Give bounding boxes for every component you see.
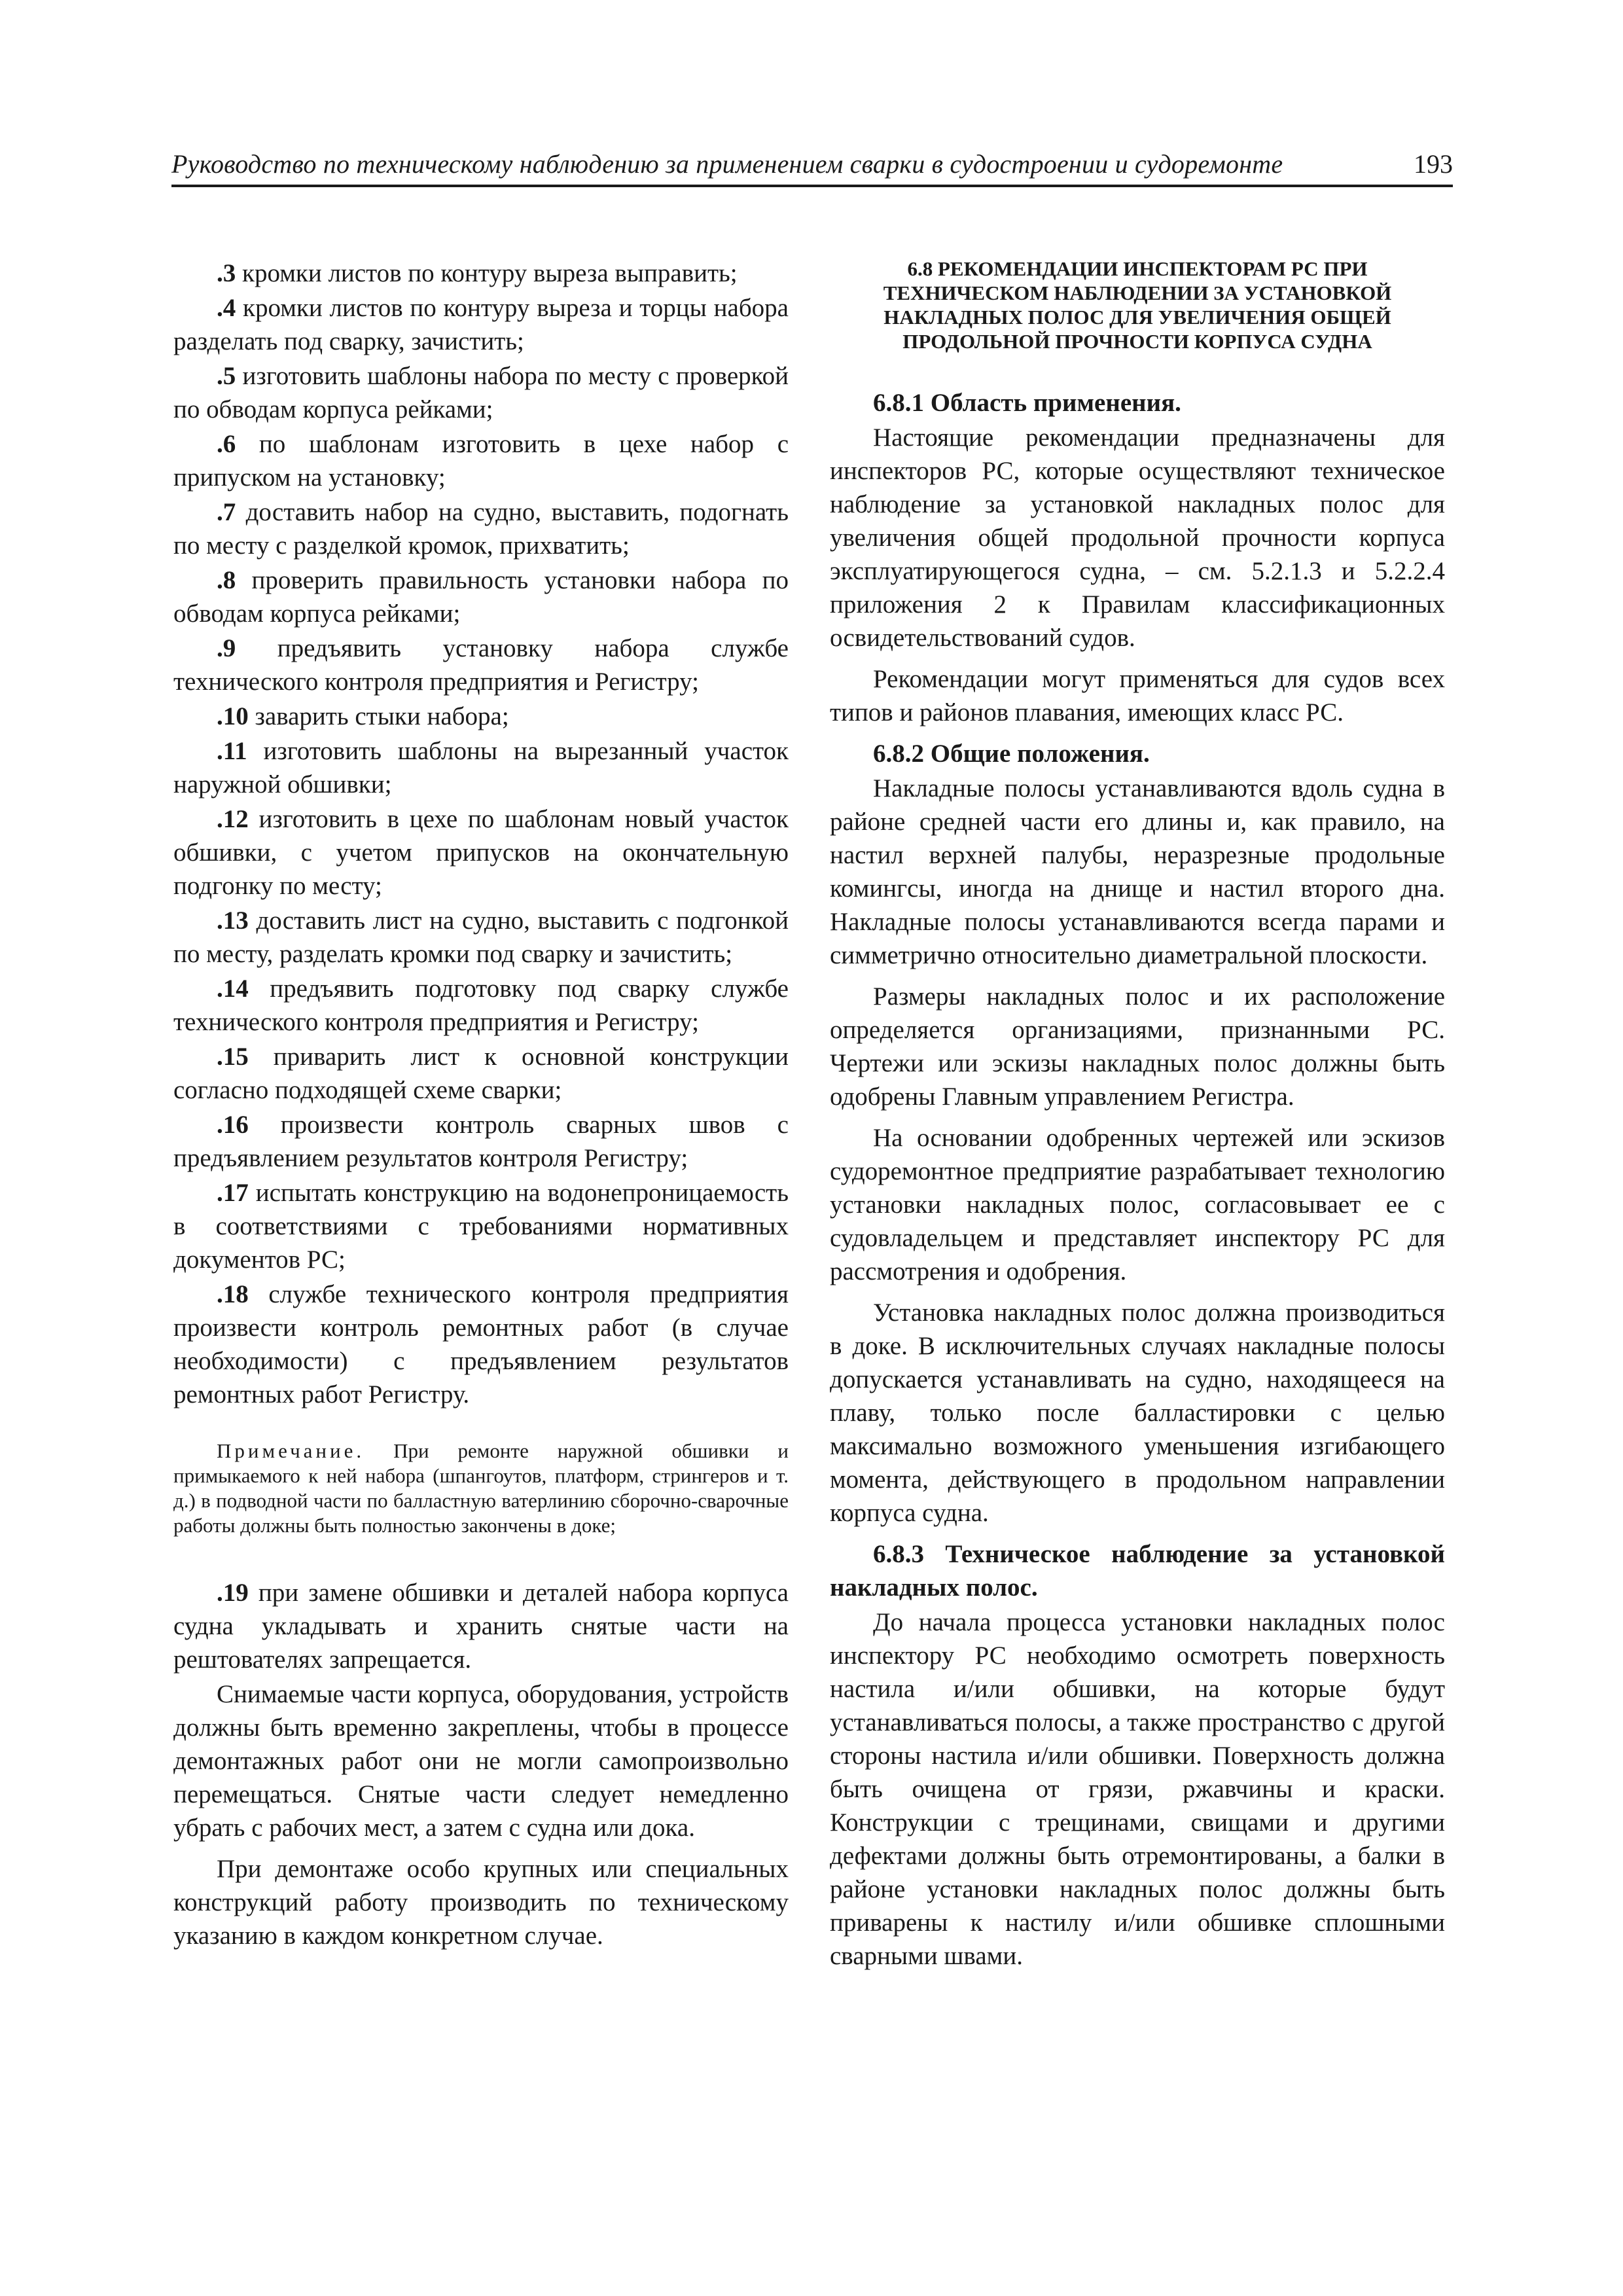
list-item xyxy=(173,427,789,494)
subheading-6-8-3: 6.8.3 Техническое наблюдение за установкой накладных полос. xyxy=(830,1540,1445,1602)
list-item-number: .19 xyxy=(217,1579,249,1607)
list-item-text: заварить стыки набора; xyxy=(248,702,509,730)
paragraph: Рекомендации могут применяться для судов всех типов и районов плавания, имеющих класс РС. xyxy=(830,665,1445,726)
list-item-number: .5 xyxy=(217,362,236,390)
list-item xyxy=(173,495,789,562)
subheading-6-8-1: 6.8.1 Область применения. xyxy=(873,389,1181,417)
list-item xyxy=(173,972,789,1039)
list-item-number: .11 xyxy=(217,737,247,765)
note xyxy=(173,1439,789,1538)
paragraph: Настоящие рекомендации предназначены для инспекторов РС, которые осуществляют техническое наблюдение за установкой накладных полос для увеличения общей продольной прочности корпуса эксплуатирующегося судна, – см. 5.2.1.3 и 5.2.2.4 приложения 2 к Правилам классификационных освидетельствований судов. xyxy=(830,423,1445,652)
list-item-number: .6 xyxy=(217,430,236,458)
note-label: Примечание. xyxy=(217,1439,365,1462)
paragraph: Установка накладных полос должна производиться в доке. В исключительных случаях накладные полосы допускается устанавливать на судно, находящееся на плаву, только после балластировки с целью максимально возможного уменьшения изгибающего момента, действующего в продольном направлении корпуса судна. xyxy=(830,1299,1445,1527)
list-item-number: .12 xyxy=(217,805,249,833)
list-item-number: .8 xyxy=(217,566,236,594)
list-item xyxy=(173,802,789,903)
paragraph: Размеры накладных полос и их расположение определяется организациями, признанными РС. Чертежи или эскизы накладных полос должны быть одобрены Главным управлением Регистра. xyxy=(830,982,1445,1111)
list-item-text: приварить лист к основной конструкции согласно подходящей схеме сварки; xyxy=(173,1043,789,1104)
list-item-text: доставить набор на судно, выставить, подогнать по месту с разделкой кромок, прихватить; xyxy=(173,498,789,560)
list-item-number: .9 xyxy=(217,634,236,662)
list-item-number: .13 xyxy=(217,906,249,935)
running-header xyxy=(171,143,1453,187)
list-item-text: кромки листов по контуру выреза выправить; xyxy=(236,259,738,287)
list-item-number: .4 xyxy=(217,294,236,322)
running-header-title: Руководство по техническому наблюдению за применением сварки в судостроении и судоремонте xyxy=(171,149,1283,179)
list-item xyxy=(173,1176,789,1276)
left-column xyxy=(173,257,789,1960)
list-item xyxy=(173,632,789,698)
list-item xyxy=(173,359,789,426)
list-item-number: .16 xyxy=(217,1111,249,1139)
list-item xyxy=(173,564,789,630)
list-item-text: предъявить установку набора службе технического контроля предприятия и Регистру; xyxy=(173,634,789,696)
list-item-text: доставить лист на судно, выставить с подгонкой по месту, разделать кромки под сварку и зачистить; xyxy=(173,906,789,968)
paragraph: До начала процесса установки накладных полос инспектору РС необходимо осмотреть поверхность настила и/или обшивки, на которые будут устанавливаться полосы, а также пространство с другой стороны настила и/или обшивки. Поверхность должна быть очищена от грязи, ржавчины и краски. Конструкции с трещинами, свищами и другими дефектами должны быть отремонтированы, а балки в районе установки накладных полос должны быть приварены к настилу и/или обшивке сплошными сварными швами. xyxy=(830,1608,1445,1970)
list-item-text: предъявить подготовку под сварку службе технического контроля предприятия и Регистру; xyxy=(173,975,789,1036)
procedure-list xyxy=(173,257,789,1411)
paragraph-removed-parts: Снимаемые части корпуса, оборудования, устройств должны быть временно закреплены, чтобы в процессе демонтажных работ они не могли самопроизвольно перемещаться. Снятые части следует немедленно убрать с рабочих мест, а затем с судна или дока. xyxy=(173,1680,789,1842)
list-item-text: изготовить в цехе по шаблонам новый участок обшивки, с учетом припусков на окончательную подгонку по месту; xyxy=(173,805,789,900)
list-item xyxy=(173,1040,789,1107)
list-item xyxy=(173,1108,789,1175)
list-item-number: .10 xyxy=(217,702,249,730)
list-item-number: .18 xyxy=(217,1280,249,1308)
list-item xyxy=(173,291,789,358)
list-item-text: изготовить шаблоны набора по месту с проверкой по обводам корпуса рейками; xyxy=(173,362,789,423)
list-item-text: проверить правильность установки набора по обводам корпуса рейками; xyxy=(173,566,789,628)
list-item xyxy=(173,734,789,801)
section-heading-6-8: 6.8 РЕКОМЕНДАЦИИ ИНСПЕКТОРАМ РС ПРИ ТЕХНИЧЕСКОМ НАБЛЮДЕНИИ ЗА УСТАНОВКОЙ НАКЛАДНЫХ ПОЛОС ДЛЯ УВЕЛИЧЕНИЯ ОБЩЕЙ ПРОДОЛЬНОЙ ПРОЧНОСТИ КОРПУСА СУДНА xyxy=(883,257,1392,353)
list-item-text: по шаблонам изготовить в цехе набор с припуском на установку; xyxy=(173,430,789,492)
list-item-text: произвести контроль сварных швов с предъявлением результатов контроля Регистру; xyxy=(173,1111,789,1172)
right-column xyxy=(830,257,1445,1981)
list-item-number: .14 xyxy=(217,975,249,1003)
list-item-number: .15 xyxy=(217,1043,249,1071)
list-item-text: испытать конструкцию на водонепроницаемость в соответствиями с требованиями нормативных документов РС; xyxy=(173,1179,789,1274)
paragraph: Накладные полосы устанавливаются вдоль судна в районе средней части его длины и, как правило, на настил верхней палубы, неразрезные продольные комингсы, иногда на днище и настил второго дна. Накладные полосы устанавливаются всегда парами и симметрично относительно диаметральной плоскости. xyxy=(830,774,1445,969)
list-item-text: кромки листов по контуру выреза и торцы набора разделать под сварку, зачистить; xyxy=(173,294,789,355)
paragraph: На основании одобренных чертежей или эскизов судоремонтное предприятие разрабатывает технологию установки накладных полос, согласовывает ее с судовладельцем и представляет инспектору РС для рассмотрения и одобрения. xyxy=(830,1124,1445,1285)
subheading-6-8-2: 6.8.2 Общие положения. xyxy=(873,740,1150,768)
note-text: При ремонте наружной обшивки и примыкаемого к ней набора (шпангоутов, платформ, стрингеров и т. д.) в подводной части по балластную ватерлинию сборочно-сварочные работы должны быть полностью закончены в доке; xyxy=(173,1439,789,1537)
list-item xyxy=(173,700,789,733)
page-number: 193 xyxy=(1414,149,1453,179)
list-item xyxy=(173,1278,789,1411)
list-item-number: .3 xyxy=(217,259,236,287)
list-item-number: .7 xyxy=(217,498,236,526)
list-item-text: службе технического контроля предприятия произвести контроль ремонтных работ (в случае необходимости) с предъявлением результатов ремонтных работ Регистру. xyxy=(173,1280,789,1408)
list-item-number: .17 xyxy=(217,1179,249,1207)
list-item-text: при замене обшивки и деталей набора корпуса судна укладывать и хранить снятые части на рештователях запрещается. xyxy=(173,1579,789,1674)
list-item-text: изготовить шаблоны на вырезанный участок наружной обшивки; xyxy=(173,737,789,798)
paragraph-large-structures: При демонтаже особо крупных или специальных конструкций работу производить по техническому указанию в каждом конкретном случае. xyxy=(173,1855,789,1950)
list-item-19 xyxy=(173,1576,789,1676)
list-item xyxy=(173,257,789,290)
list-item xyxy=(173,904,789,971)
